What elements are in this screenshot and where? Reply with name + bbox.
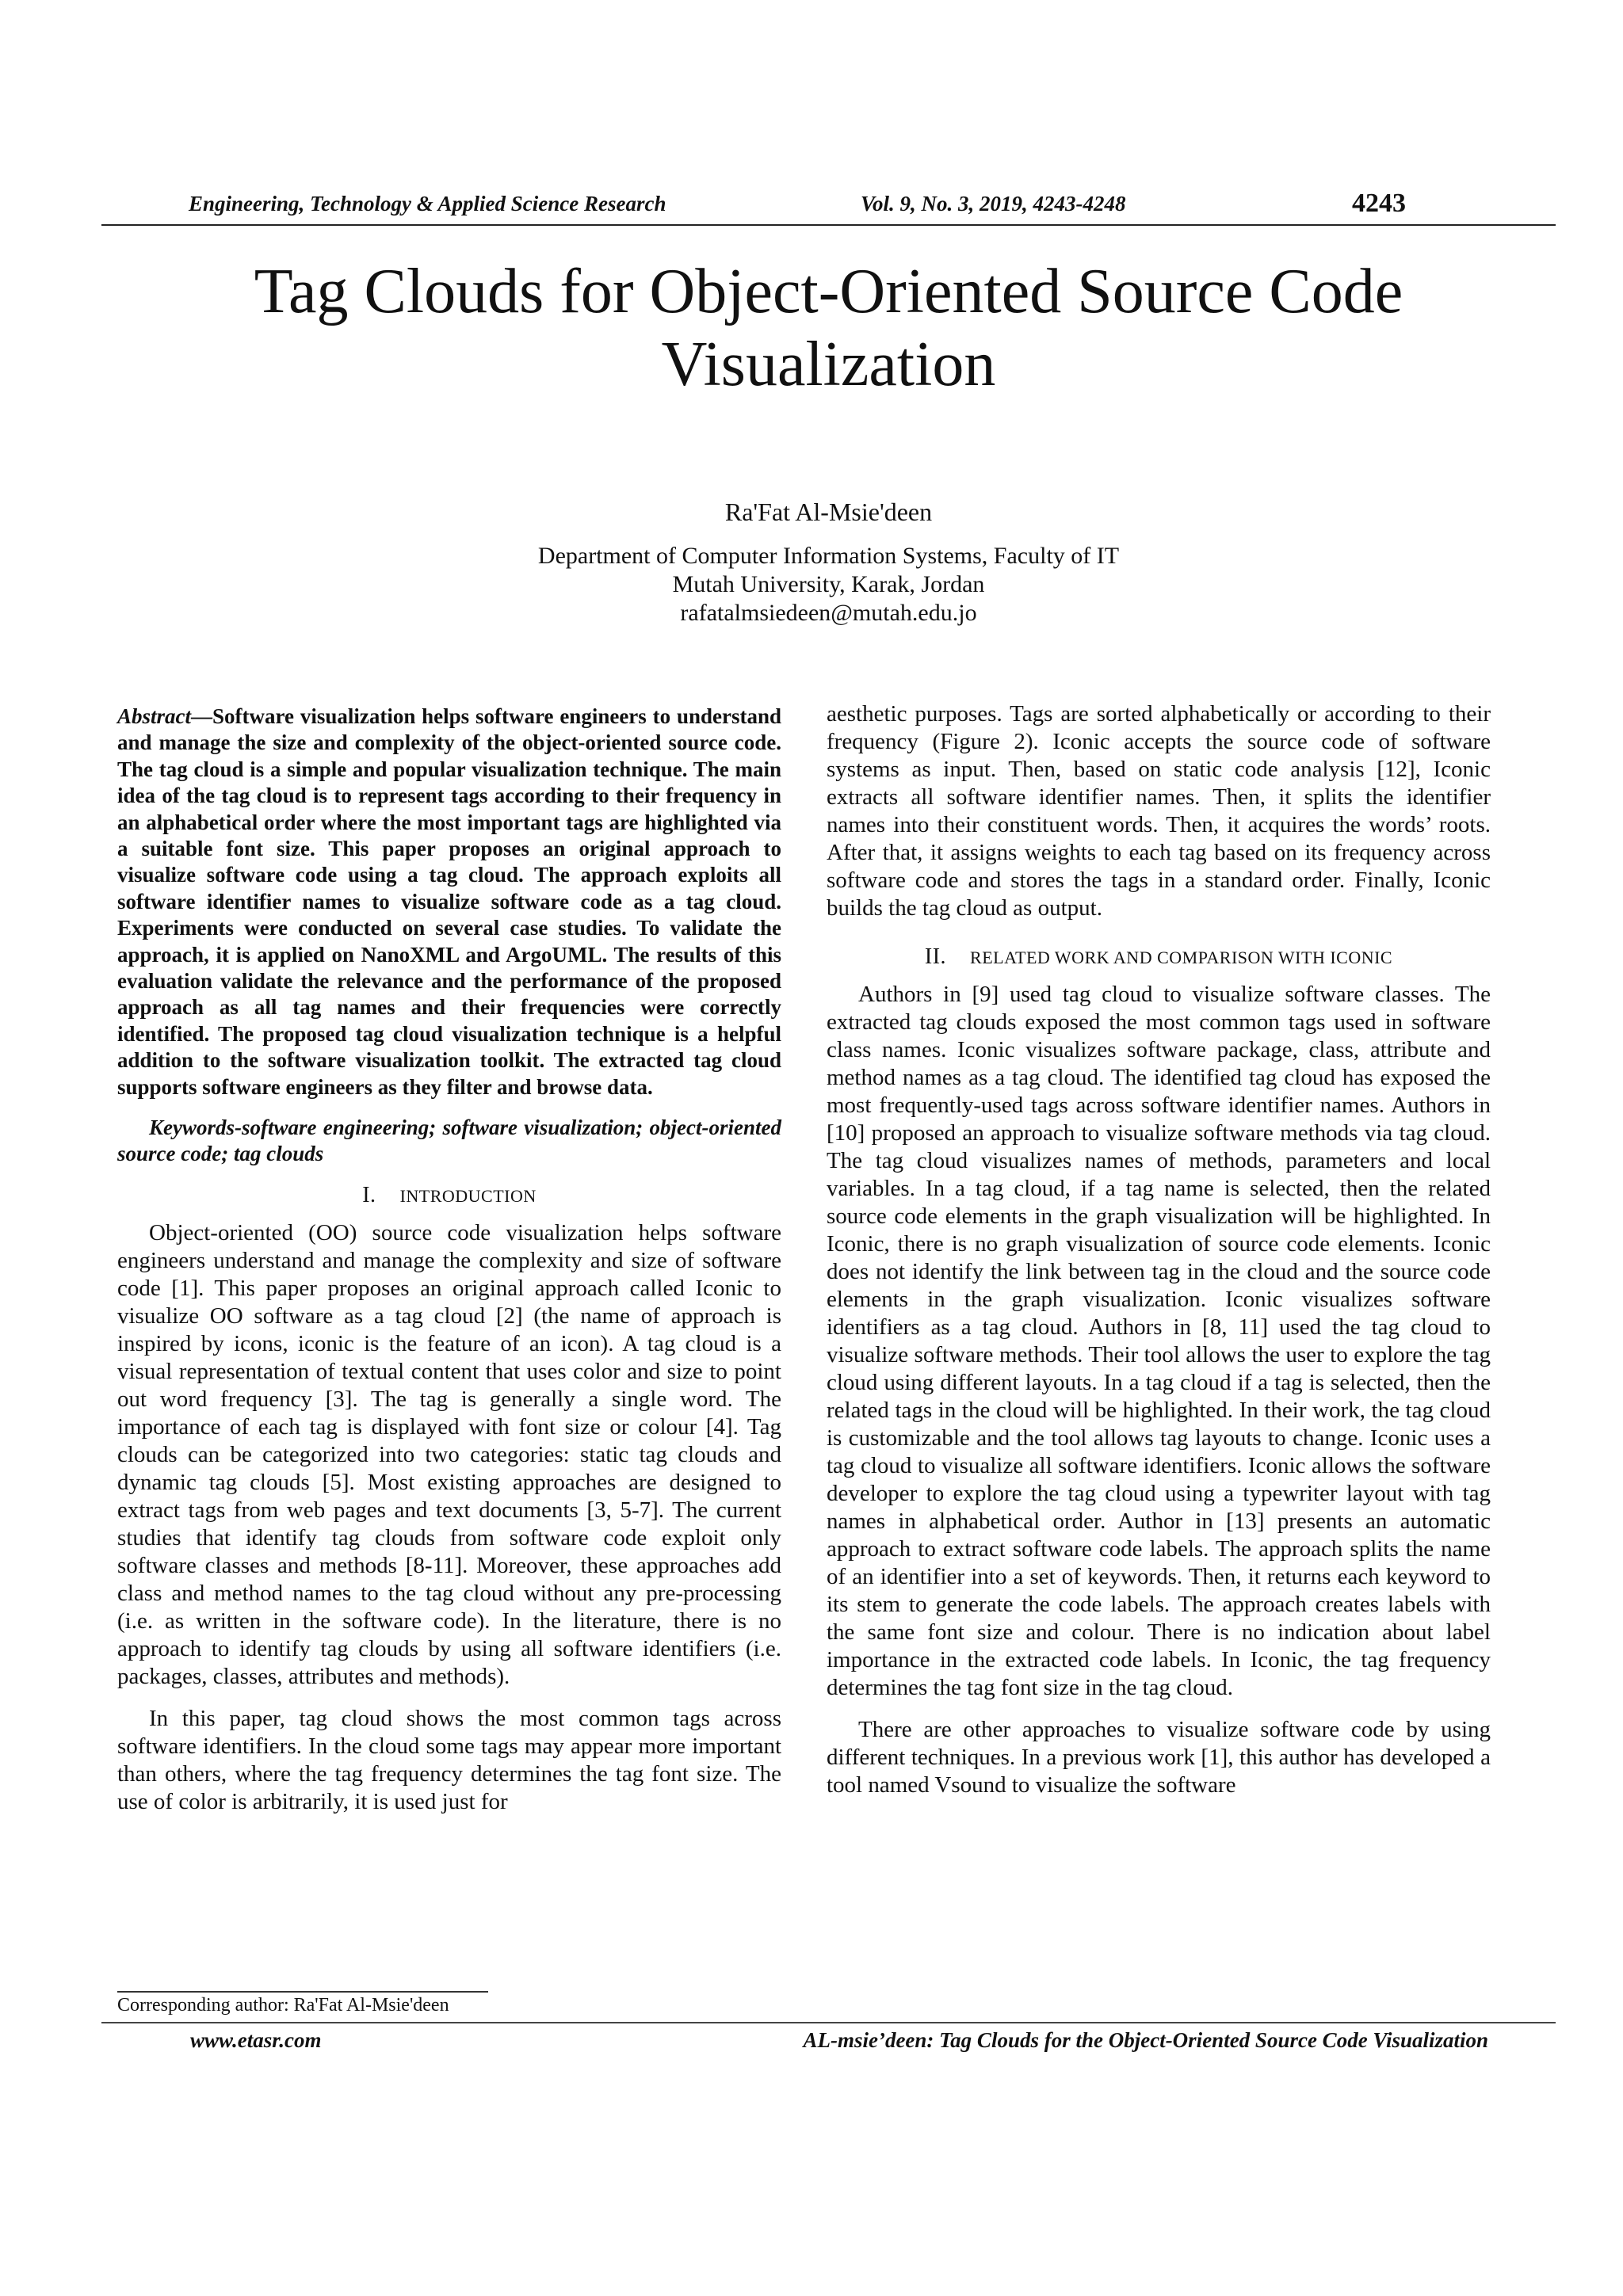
section-numeral: I. bbox=[362, 1183, 376, 1208]
corresponding-author-footnote: Corresponding author: Ra'Fat Al-Msie'deen bbox=[117, 1995, 449, 2016]
page-number: 4243 bbox=[1352, 189, 1406, 218]
author-block bbox=[101, 498, 1556, 627]
journal-name: Engineering, Technology & Applied Science Research bbox=[189, 192, 666, 215]
author-university: Mutah University, Karak, Jordan bbox=[672, 571, 985, 597]
footer-running-title: AL-msie’deen: Tag Clouds for the Object-Oriented Source Code Visualization bbox=[803, 2028, 1488, 2052]
paper-title: Tag Clouds for Object-Oriented Source Code Visualization bbox=[254, 257, 1403, 399]
section-numeral: II. bbox=[924, 944, 947, 969]
related-paragraph-2: There are other approaches to visualize software code by using different techniques. In a previous work [1], this author has developed a tool named Vsound to visualize the software bbox=[827, 1717, 1491, 1798]
abstract bbox=[117, 704, 781, 1100]
abstract-text: Software visualization helps software engineers to understand and manage the size and complexity of the object-oriented source code. The tag cloud is a simple and popular visualization technique. The main idea of the tag cloud is to represent tags according to their frequency in an alphabetical order where the most important tags are highlighted via a suitable font size. This paper proposes an original approach to visualize software code using a tag cloud. The approach exploits all software identifier names to visualize software code as a tag cloud. Experiments were conducted on several case studies. To validate the approach, it is applied on NanoXML and ArgoUML. The results of this evaluation validate the relevance and the performance of the proposed approach as all tag names and their frequencies were correctly identified. The proposed tag cloud visualization technique is a helpful addition to the software visualization toolkit. The extracted tag cloud supports software engineers as they filter and browse data. bbox=[117, 704, 781, 1099]
section-title: INTRODUCTION bbox=[399, 1186, 537, 1207]
footer-website: www.etasr.com bbox=[190, 2028, 322, 2052]
keywords: Keywords-software engineering; software visualization; object-oriented source code; tag clouds bbox=[117, 1116, 781, 1166]
section-heading-related-work bbox=[827, 943, 1491, 971]
abstract-label: Abstract bbox=[117, 704, 192, 728]
intro-paragraph-2: In this paper, tag cloud shows the most common tags across software identifiers. In the cloud some tags may appear more important than others, where the tag frequency determines the tag font size. The use of color is arbitrarily, it is used just for bbox=[117, 1706, 781, 1815]
footnote-rule bbox=[117, 1991, 488, 1993]
right-column bbox=[827, 700, 1491, 1814]
author-email: rafatalmsiedeen@mutah.edu.jo bbox=[680, 600, 977, 626]
continuation-paragraph: aesthetic purposes. Tags are sorted alphabetically or according to their frequency (Figure 2). Iconic accepts the source code of software systems as input. Then, based on static code analysis [12], Iconic extracts all software identifier names. Then, it splits the identifier names into their constituent words. Then, it acquires the words’ roots. After that, it assigns weights to each tag based on its frequency across software code and stores the tags in a standard order. Finally, Iconic builds the tag cloud as output. bbox=[827, 701, 1491, 921]
section-heading-introduction bbox=[117, 1181, 781, 1210]
footer-rule bbox=[101, 2022, 1556, 2023]
author-department: Department of Computer Information Systems, Faculty of IT bbox=[537, 543, 1120, 569]
author-name: Ra'Fat Al-Msie'deen bbox=[724, 498, 933, 526]
related-paragraph-1: Authors in [9] used tag cloud to visualize software classes. The extracted tag clouds exposed the most common tags used in software class names. Iconic visualizes software package, class, attribute and method names as a tag cloud. The identified tag cloud has exposed the most frequently-used tags across software identifier names. Authors in [10] proposed an approach to visualize software methods via tag cloud. The tag cloud visualizes names of methods, parameters and local variables. In a tag cloud, if a tag name is selected, then the related source code elements in the graph visualization will be highlighted. In Iconic, there is no graph visualization of source code elements. Iconic does not identify the link between tag in the cloud and the source code elements in the graph visualization. Iconic visualizes software identifiers as a tag cloud. Authors in [8, 11] used the tag cloud to visualize software methods. Their tool allows the user to explore the tag cloud using different layouts. In a tag cloud if a tag is selected, then the related tags in the cloud will be highlighted. In their work, the tag cloud is customizable and the tool allows tag layouts to change. Iconic uses a tag cloud to visualize all software identifiers. Iconic allows the software developer to explore the tag cloud using a typewriter layout with tag names in alphabetical order. Author in [13] presents an automatic approach to extract software code labels. The approach splits the name of an identifier into a set of keywords. Then, it returns each keyword to its stem to generate the code labels. The approach creates labels with the same font size and colour. There is no indication about label importance in the extracted code labels. In Iconic, the tag frequency determines the tag font size in the tag cloud. bbox=[827, 982, 1491, 1700]
section-title: RELATED WORK AND COMPARISON WITH ICONIC bbox=[970, 948, 1393, 967]
left-column bbox=[117, 704, 781, 1830]
running-header bbox=[101, 189, 1556, 223]
header-rule bbox=[101, 224, 1556, 226]
abstract-dash: — bbox=[191, 704, 213, 728]
intro-paragraph-1: Object-oriented (OO) source code visualization helps software engineers understand and manage the complexity and size of software code [1]. This paper proposes an original approach called Iconic to visualize OO software as a tag cloud [2] (the name of approach is inspired by icons, iconic is the feature of an icon). A tag cloud is a visual representation of textual content that uses color and size to point out word frequency [3]. The tag is generally a single word. The importance of each tag is displayed with font size or colour [4]. Tag clouds can be categorized into two categories: static tag clouds and dynamic tag clouds [5]. Most existing approaches are designed to extract tags from web pages and text documents [3, 5-7]. The current studies that identify tag clouds from software code exploit only software classes and methods [8-11]. Moreover, these approaches add class and method names to the tag cloud without any pre-processing (i.e. as written in the software code). In the literature, there is no approach to identify tag clouds by using all software identifiers (i.e. packages, classes, attributes and methods). bbox=[117, 1220, 781, 1690]
volume-info: Vol. 9, No. 3, 2019, 4243-4248 bbox=[861, 192, 1126, 215]
